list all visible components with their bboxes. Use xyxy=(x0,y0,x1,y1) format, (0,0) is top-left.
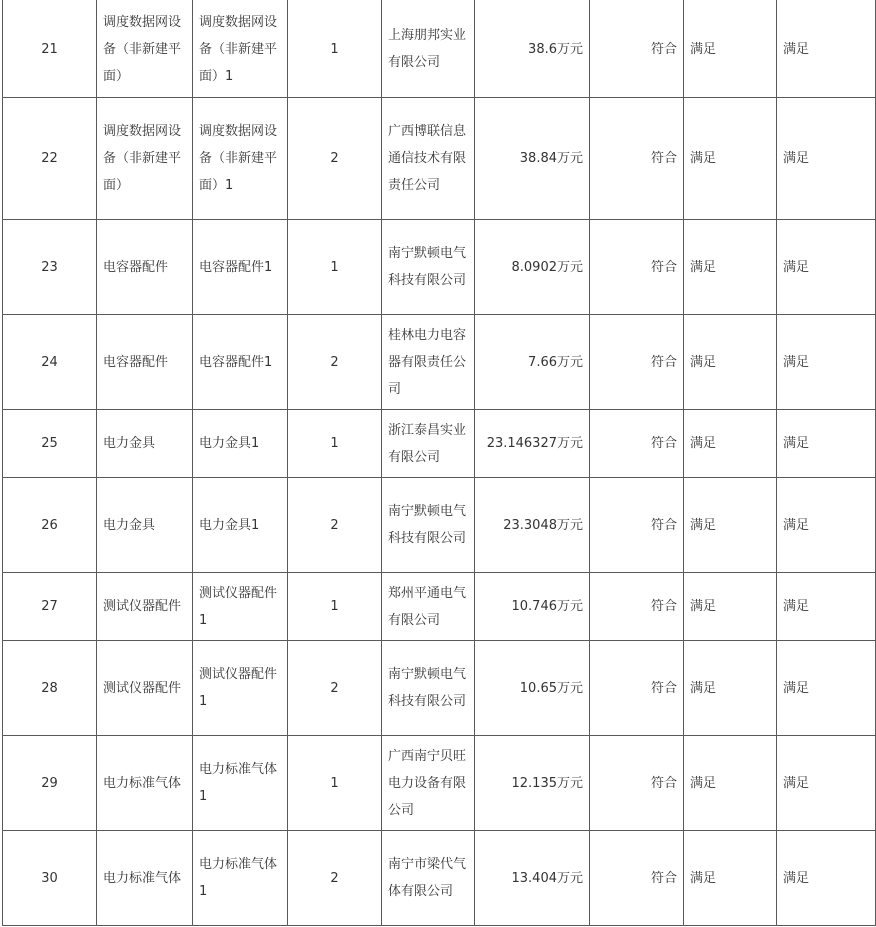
cell-compliance: 符合 xyxy=(590,831,684,926)
cell-lot: 1 xyxy=(288,410,382,478)
table-row xyxy=(3,410,876,478)
table-row xyxy=(3,98,876,220)
cell-compliance: 符合 xyxy=(590,573,684,641)
cell-index: 29 xyxy=(3,736,97,831)
cell-result-1: 满足 xyxy=(684,1,777,98)
cell-category: 电容器配件 xyxy=(97,220,193,315)
cell-lot: 2 xyxy=(288,641,382,736)
cell-category: 电力金具 xyxy=(97,410,193,478)
cell-result-1: 满足 xyxy=(684,410,777,478)
cell-result-1: 满足 xyxy=(684,573,777,641)
table-row xyxy=(3,478,876,573)
cell-result-2: 满足 xyxy=(777,315,876,410)
cell-lot: 1 xyxy=(288,220,382,315)
cell-compliance: 符合 xyxy=(590,1,684,98)
cell-amount: 12.135万元 xyxy=(475,736,590,831)
cell-package: 测试仪器配件1 xyxy=(193,641,288,736)
cell-result-1: 满足 xyxy=(684,478,777,573)
cell-package: 电力金具1 xyxy=(193,478,288,573)
cell-package: 电力金具1 xyxy=(193,410,288,478)
cell-compliance: 符合 xyxy=(590,736,684,831)
cell-category: 测试仪器配件 xyxy=(97,573,193,641)
cell-amount: 7.66万元 xyxy=(475,315,590,410)
cell-result-1: 满足 xyxy=(684,831,777,926)
cell-lot: 2 xyxy=(288,478,382,573)
cell-package: 电容器配件1 xyxy=(193,220,288,315)
cell-index: 26 xyxy=(3,478,97,573)
cell-category: 电容器配件 xyxy=(97,315,193,410)
cell-index: 25 xyxy=(3,410,97,478)
cell-category: 调度数据网设备（非新建平面） xyxy=(97,1,193,98)
table-body xyxy=(3,1,876,926)
cell-result-1: 满足 xyxy=(684,220,777,315)
cell-lot: 2 xyxy=(288,831,382,926)
cell-supplier: 南宁默顿电气科技有限公司 xyxy=(382,641,475,736)
cell-supplier: 郑州平通电气有限公司 xyxy=(382,573,475,641)
cell-package: 测试仪器配件1 xyxy=(193,573,288,641)
cell-category: 调度数据网设备（非新建平面） xyxy=(97,98,193,220)
cell-amount: 8.0902万元 xyxy=(475,220,590,315)
cell-supplier: 浙江泰昌实业有限公司 xyxy=(382,410,475,478)
cell-compliance: 符合 xyxy=(590,220,684,315)
cell-index: 23 xyxy=(3,220,97,315)
cell-lot: 1 xyxy=(288,573,382,641)
cell-compliance: 符合 xyxy=(590,641,684,736)
table-row xyxy=(3,831,876,926)
cell-supplier: 南宁默顿电气科技有限公司 xyxy=(382,478,475,573)
cell-amount: 38.84万元 xyxy=(475,98,590,220)
cell-index: 24 xyxy=(3,315,97,410)
table-row xyxy=(3,1,876,98)
cell-supplier: 南宁默顿电气科技有限公司 xyxy=(382,220,475,315)
cell-result-2: 满足 xyxy=(777,98,876,220)
cell-lot: 2 xyxy=(288,315,382,410)
cell-index: 27 xyxy=(3,573,97,641)
cell-package: 电力标准气体1 xyxy=(193,736,288,831)
cell-result-2: 满足 xyxy=(777,220,876,315)
cell-result-2: 满足 xyxy=(777,478,876,573)
cell-supplier: 南宁市梁代气体有限公司 xyxy=(382,831,475,926)
table-row xyxy=(3,641,876,736)
table-row xyxy=(3,736,876,831)
cell-result-1: 满足 xyxy=(684,315,777,410)
cell-index: 30 xyxy=(3,831,97,926)
cell-result-1: 满足 xyxy=(684,98,777,220)
bid-results-table xyxy=(2,0,876,926)
cell-compliance: 符合 xyxy=(590,98,684,220)
cell-lot: 2 xyxy=(288,98,382,220)
cell-result-2: 满足 xyxy=(777,736,876,831)
cell-category: 电力标准气体 xyxy=(97,736,193,831)
cell-package: 调度数据网设备（非新建平面）1 xyxy=(193,1,288,98)
cell-amount: 10.746万元 xyxy=(475,573,590,641)
cell-result-1: 满足 xyxy=(684,736,777,831)
cell-category: 电力标准气体 xyxy=(97,831,193,926)
cell-amount: 13.404万元 xyxy=(475,831,590,926)
table-row xyxy=(3,315,876,410)
table-row xyxy=(3,573,876,641)
cell-amount: 10.65万元 xyxy=(475,641,590,736)
table-row xyxy=(3,220,876,315)
cell-category: 电力金具 xyxy=(97,478,193,573)
cell-supplier: 广西博联信息通信技术有限责任公司 xyxy=(382,98,475,220)
cell-compliance: 符合 xyxy=(590,410,684,478)
cell-compliance: 符合 xyxy=(590,478,684,573)
cell-result-2: 满足 xyxy=(777,410,876,478)
cell-result-2: 满足 xyxy=(777,831,876,926)
cell-amount: 38.6万元 xyxy=(475,1,590,98)
cell-supplier: 桂林电力电容器有限责任公司 xyxy=(382,315,475,410)
cell-compliance: 符合 xyxy=(590,315,684,410)
cell-package: 电力标准气体1 xyxy=(193,831,288,926)
cell-result-1: 满足 xyxy=(684,641,777,736)
cell-package: 电容器配件1 xyxy=(193,315,288,410)
cell-amount: 23.3048万元 xyxy=(475,478,590,573)
cell-lot: 1 xyxy=(288,736,382,831)
cell-amount: 23.146327万元 xyxy=(475,410,590,478)
cell-supplier: 上海朋邦实业有限公司 xyxy=(382,1,475,98)
cell-package: 调度数据网设备（非新建平面）1 xyxy=(193,98,288,220)
cell-result-2: 满足 xyxy=(777,573,876,641)
cell-result-2: 满足 xyxy=(777,1,876,98)
cell-lot: 1 xyxy=(288,1,382,98)
cell-category: 测试仪器配件 xyxy=(97,641,193,736)
cell-index: 28 xyxy=(3,641,97,736)
cell-result-2: 满足 xyxy=(777,641,876,736)
cell-index: 22 xyxy=(3,98,97,220)
cell-index: 21 xyxy=(3,1,97,98)
cell-supplier: 广西南宁贝旺电力设备有限公司 xyxy=(382,736,475,831)
